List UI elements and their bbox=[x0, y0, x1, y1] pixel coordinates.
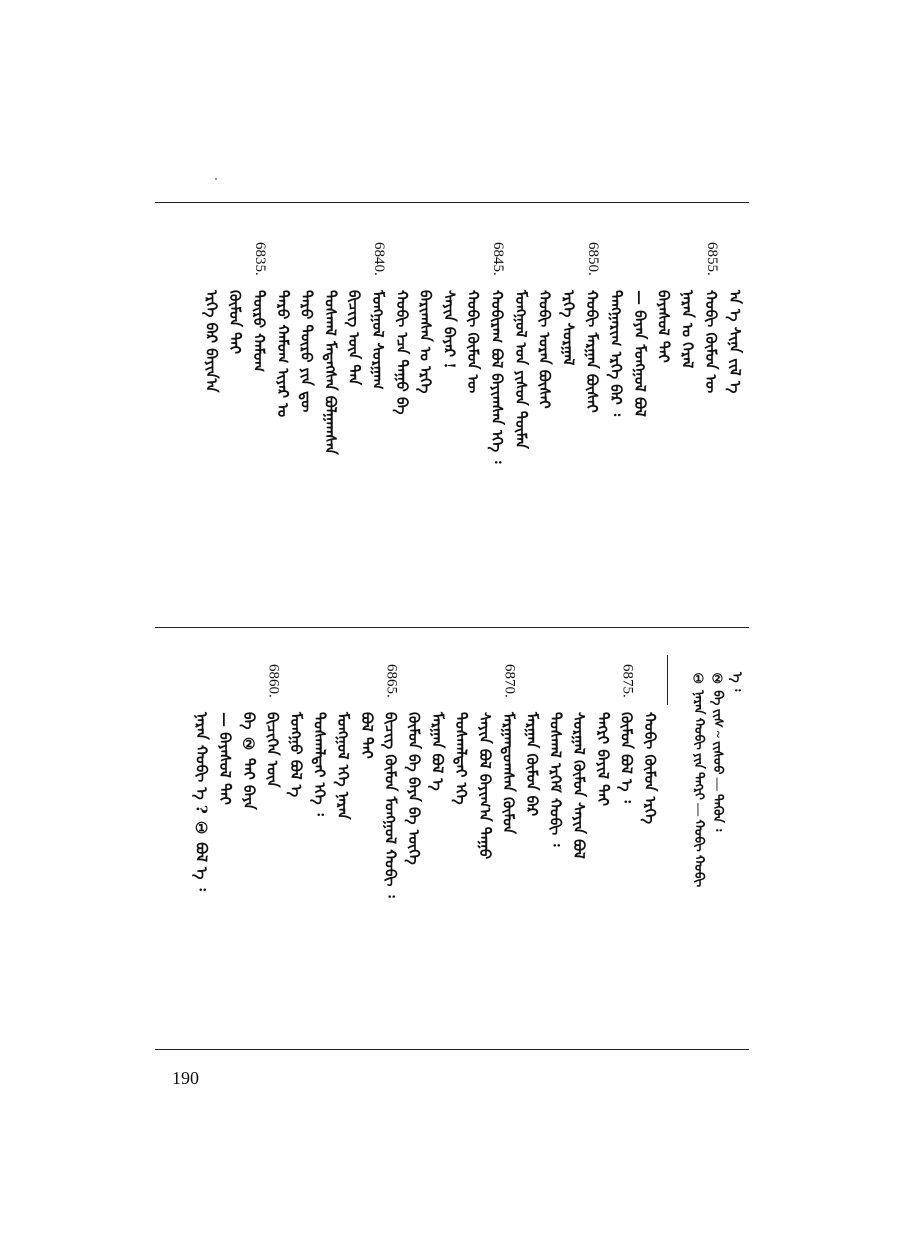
line-number: 6850. bbox=[585, 242, 602, 276]
verse-line: ᠮᠣᠩᠭᠣᠯ ᠤᠨ ᠶᠢᠰᠦᠨ ᠲᠦᠮᠡᠨ bbox=[511, 290, 530, 449]
verse-line: ᠬᠦᠮᠦᠨ ᠲᠠᠢ bbox=[226, 290, 245, 355]
verse-line: — ᠪᠠᠶᠠᠨ ᠮᠣᠩᠭᠣᠯ ᠪᠣᠯ bbox=[630, 290, 649, 417]
line-number: 6875. bbox=[619, 664, 636, 698]
footnote-line: ② ᠪᠠ ᠵᠢᠰ ~ ᠵᠢᠰᠦᠦ — ᠲᠡᠭᠦᠨ ᠄ bbox=[711, 672, 726, 832]
footnote-divider bbox=[667, 655, 668, 705]
verse-line: ᠪᠠᠷᠢᠭᠰᠠᠨ ᠤ ᠡᠷᠬᠡ bbox=[416, 290, 435, 394]
verse-line: ᠮᠠᠷᠭᠠᠨ ᠬᠦᠮᠦᠨ ᠪᠠᠷ bbox=[523, 712, 541, 817]
verse-line: ᠮᠠᠷᠭᠠᠨ ᠪᠣᠯ ᠡ bbox=[428, 712, 447, 791]
verse-line: ᠡᠷᠬᠡ ᠰᠤᠷᠭᠠᠯ bbox=[559, 290, 578, 366]
verse-line: ᠲᠥᠷᠦ ᠬᠠᠮᠤᠭ bbox=[250, 290, 268, 373]
verse-line: ᠲᠤᠰᠬᠠᠯ ᠮᠡᠳᠡᠭᠰᠡᠨ ᠪᠣᠯᠭᠠᠭᠰᠠᠨ bbox=[321, 290, 340, 455]
verse-line: ᠮᠠᠷᠭᠠᠨᠳᠤᠭᠰᠠᠨ ᠬᠦᠮᠦᠨ bbox=[499, 712, 518, 834]
verse-line: ᠪᠢᠴᠢᠭ ᠦᠨ ᠲᠠᠨ bbox=[345, 290, 364, 386]
verse-line: ᠲᠤᠰᠬᠠᠯᠲᠠᠢ ᠡᠭᠡ bbox=[452, 712, 471, 805]
verse-line: ᠨᠠᠷᠠᠨ ᠬᠤᠪᠢ ᠡ ? ① ᠪᠣᠯ ᠡ ᠄ bbox=[192, 712, 211, 891]
verse-line: ᠲᠤᠰᠬᠠᠯ ᠡᠷᠬᠡᠮ ᠬᠤᠪᠢ ᠄ bbox=[546, 712, 565, 847]
verse-line: ᠬᠤᠪᠢ ᠬᠦᠮᠦᠨ ᠦ bbox=[464, 290, 483, 394]
bottom-rule bbox=[155, 1049, 749, 1050]
verse-line: ᠳᠠᠷᠤ ᠲᠥᠷᠦ ᠶᠢᠨ ᠳᠦ bbox=[297, 290, 316, 413]
line-number: 6840. bbox=[371, 242, 387, 276]
verse-line: ᠬᠤᠪᠢ ᠬᠦᠮᠦᠨ ᠡᠷᠬᠡ bbox=[641, 712, 659, 825]
line-number: 6845. bbox=[490, 242, 506, 276]
verse-line: ᠮᠣᠩᠭᠣᠯ ᠰᠤᠷᠭᠠᠭ bbox=[369, 290, 387, 390]
top-rule bbox=[155, 202, 749, 203]
verse-line: ᠮᠣᠩᠭᠣᠯ ᠡᠭᠡ ᠨᠠᠷᠠᠨ bbox=[334, 712, 353, 820]
footnote-line: ① ᠨᠠᠷᠠᠨ ᠬᠤᠪᠢ ᠶᠢᠨ ᠲᠡᠭᠷᠢ — ᠬᠤᠪᠢ ᠬᠤᠪᠢ bbox=[692, 672, 707, 888]
verse-line: ᠪᠠᠶᠠᠰᠤᠯ ᠲᠠᠢ bbox=[654, 290, 673, 363]
verse-line: ᠰᠠᠶᠢᠨ ᠪᠠᠶᠠᠷ ᠋! bbox=[440, 290, 459, 369]
page-number: 190 bbox=[172, 1068, 199, 1088]
verse-line: ᠰᠠᠶᠢᠨ ᠪᠣᠯ ᠪᠠᠶᠢᠭ᠎ᠠ ᠳᠠᠭᠤ bbox=[475, 712, 494, 860]
verse-line: ᠪᠠ ② ᠲᠠᠢ ᠪᠠᠶᠠ bbox=[239, 712, 258, 810]
verse-line: ᠠ ᠡ ᠰᠢᠨᠡ ᠵᠢᠯ ᠡ bbox=[726, 290, 744, 394]
line-number: 6855. bbox=[704, 242, 721, 276]
verse-line: ᠮᠣᠩᠭᠣ ᠪᠣᠯ ᠡ bbox=[287, 712, 305, 798]
middle-rule bbox=[155, 627, 749, 628]
verse-line: ᠡᠷᠬᠡ ᠪᠡᠷ ᠪᠠᠶᠢᠨ᠎ᠠ bbox=[202, 290, 221, 393]
speck bbox=[215, 178, 217, 180]
verse-line: — ᠪᠠᠶᠠᠰᠤᠯ ᠲᠠᠢ bbox=[216, 712, 235, 805]
verse-line: ᠬᠦᠮᠦᠨ ᠪᠣᠯ ᠡ ᠄ bbox=[617, 712, 636, 803]
verse-line: ᠲᠠᠩᠭᠠᠷᠢᠭ ᠡᠷᠬᠡ ᠪᠡᠷ ᠄ bbox=[607, 290, 625, 417]
verse-line: ᠬᠤᠪᠢᠷᠠᠭ ᠪᠣᠯ ᠪᠠᠶᠢᠭᠰᠠᠨ ᠡᠭᠡ ᠄ bbox=[488, 290, 506, 464]
verse-line: ᠬᠦᠮᠦᠨ ᠪᠡ ᠪᠠᠶᠠ ᠪᠡ ᠦᠭᠡ bbox=[405, 712, 423, 865]
verse-line: ᠲᠡᠭᠷᠢ ᠪᠠᠶᠢᠯ ᠲᠠᠢ bbox=[593, 712, 612, 806]
verse-line: ᠬᠤᠪᠢ ᠬᠦᠮᠦᠨ ᠦ bbox=[702, 290, 721, 394]
verse-line: ᠪᠣᠯ ᠲᠠᠢ bbox=[357, 712, 376, 759]
footnote-line: ᠡ ᠄ bbox=[730, 672, 745, 692]
verse-line: ᠬᠤᠪᠢ ᠤᠷᠠᠨ ᠪᠦᠰᠡᠢ bbox=[535, 290, 554, 409]
line-number: 6865. bbox=[383, 664, 400, 698]
verse-line: ᠬᠤᠪᠢ ᠡᠴᠡ ᠳᠠᠭᠤ ᠪᠠ bbox=[392, 290, 411, 415]
line-number: 6860. bbox=[265, 664, 282, 698]
verse-line: ᠲᠤᠰᠬᠠᠯᠲᠠᠢ ᠡᠭᠡ ᠄ bbox=[310, 712, 329, 816]
line-number: 6870. bbox=[501, 664, 518, 698]
line-number: 6835. bbox=[252, 242, 268, 276]
verse-line: ᠳᠠᠷᠤ ᠬᠠᠮᠤᠭ ᠢᠶᠡᠷ ᠤ bbox=[273, 290, 292, 418]
verse-line: ᠬᠤᠪᠢ ᠮᠠᠷᠭᠠᠨ ᠪᠦᠰᠡᠢ bbox=[583, 290, 602, 413]
verse-line: ᠨᠠᠷᠠᠨ ᠤ ᠭᠡᠷᠡᠯ bbox=[678, 290, 697, 369]
verse-line: ᠪᠢᠴᠢᠭᠡᠨ ᠦᠨ bbox=[263, 712, 282, 788]
verse-line: ᠰᠤᠷᠭᠠᠯ ᠬᠦᠮᠦᠨ ᠰᠠᠶᠢᠨ ᠪᠣᠯ bbox=[570, 712, 589, 859]
verse-line: ᠪᠢᠴᠢᠭ ᠬᠦᠮᠦᠨ ᠮᠣᠩᠭᠣᠯ ᠬᠤᠪᠢ ᠄ bbox=[381, 712, 400, 898]
